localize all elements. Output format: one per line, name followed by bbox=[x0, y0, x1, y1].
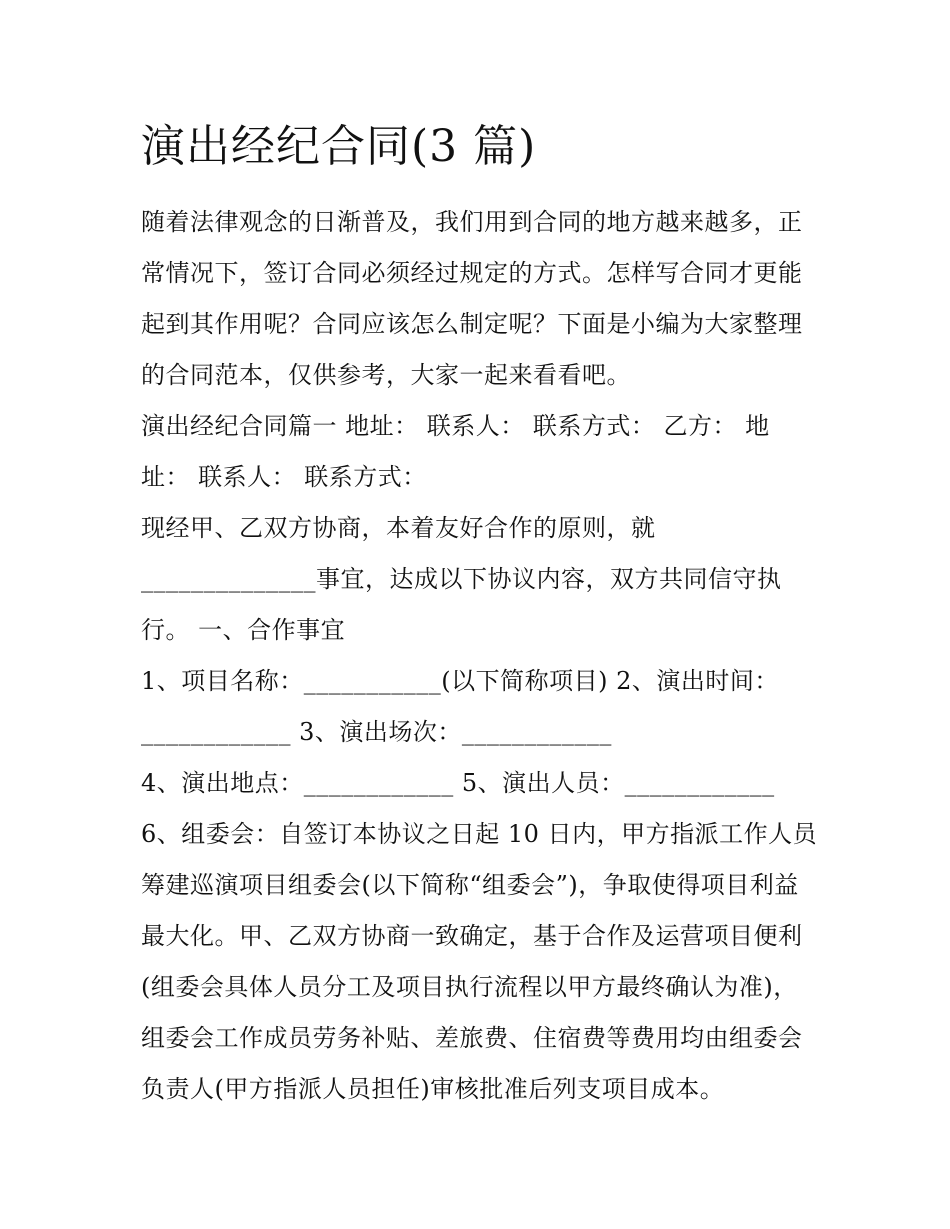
body-line: ______________事宜，达成以下协议内容，双方共同信守执 bbox=[141, 565, 782, 593]
body-line: 4、演出地点：____________ 5、演出人员：____________ bbox=[141, 769, 775, 797]
body-line: 演出经纪合同篇一 地址： 联系人： 联系方式： 乙方： 地 bbox=[141, 412, 770, 440]
body-line: 随着法律观念的日渐普及，我们用到合同的地方越来越多，正 bbox=[141, 208, 803, 236]
body-line: 的合同范本，仅供参考，大家一起来看看吧。 bbox=[141, 361, 631, 389]
body-line: 6、组委会：自签订本协议之日起 10 日内，甲方指派工作人员 bbox=[141, 820, 818, 848]
body-line: 行。 一、合作事宜 bbox=[141, 616, 346, 644]
body-line: 筹建巡演项目组委会(以下简称“组委会”)，争取使得项目利益 bbox=[141, 871, 799, 899]
body-line: 常情况下，签订合同必须经过规定的方式。怎样写合同才更能 bbox=[141, 259, 803, 287]
body-line: 最大化。甲、乙双方协商一致确定，基于合作及运营项目便利 bbox=[141, 922, 803, 950]
page-title: 演出经纪合同(3 篇) bbox=[141, 121, 537, 172]
body-line: 现经甲、乙双方协商，本着友好合作的原则，就 bbox=[141, 514, 656, 542]
body-line: 起到其作用呢？合同应该怎么制定呢？下面是小编为大家整理 bbox=[141, 310, 803, 338]
body-line: 负责人(甲方指派人员担任)审核批准后列支项目成本。 bbox=[141, 1075, 725, 1103]
body-line: (组委会具体人员分工及项目执行流程以甲方最终确认为准)， bbox=[141, 973, 798, 1001]
body-line: ____________ 3、演出场次：____________ bbox=[141, 718, 612, 746]
body-line: 址： 联系人： 联系方式： bbox=[141, 463, 427, 491]
body-line: 1、项目名称：___________(以下简称项目) 2、演出时间： bbox=[141, 667, 779, 695]
body-line: 组委会工作成员劳务补贴、差旅费、住宿费等费用均由组委会 bbox=[141, 1024, 803, 1052]
